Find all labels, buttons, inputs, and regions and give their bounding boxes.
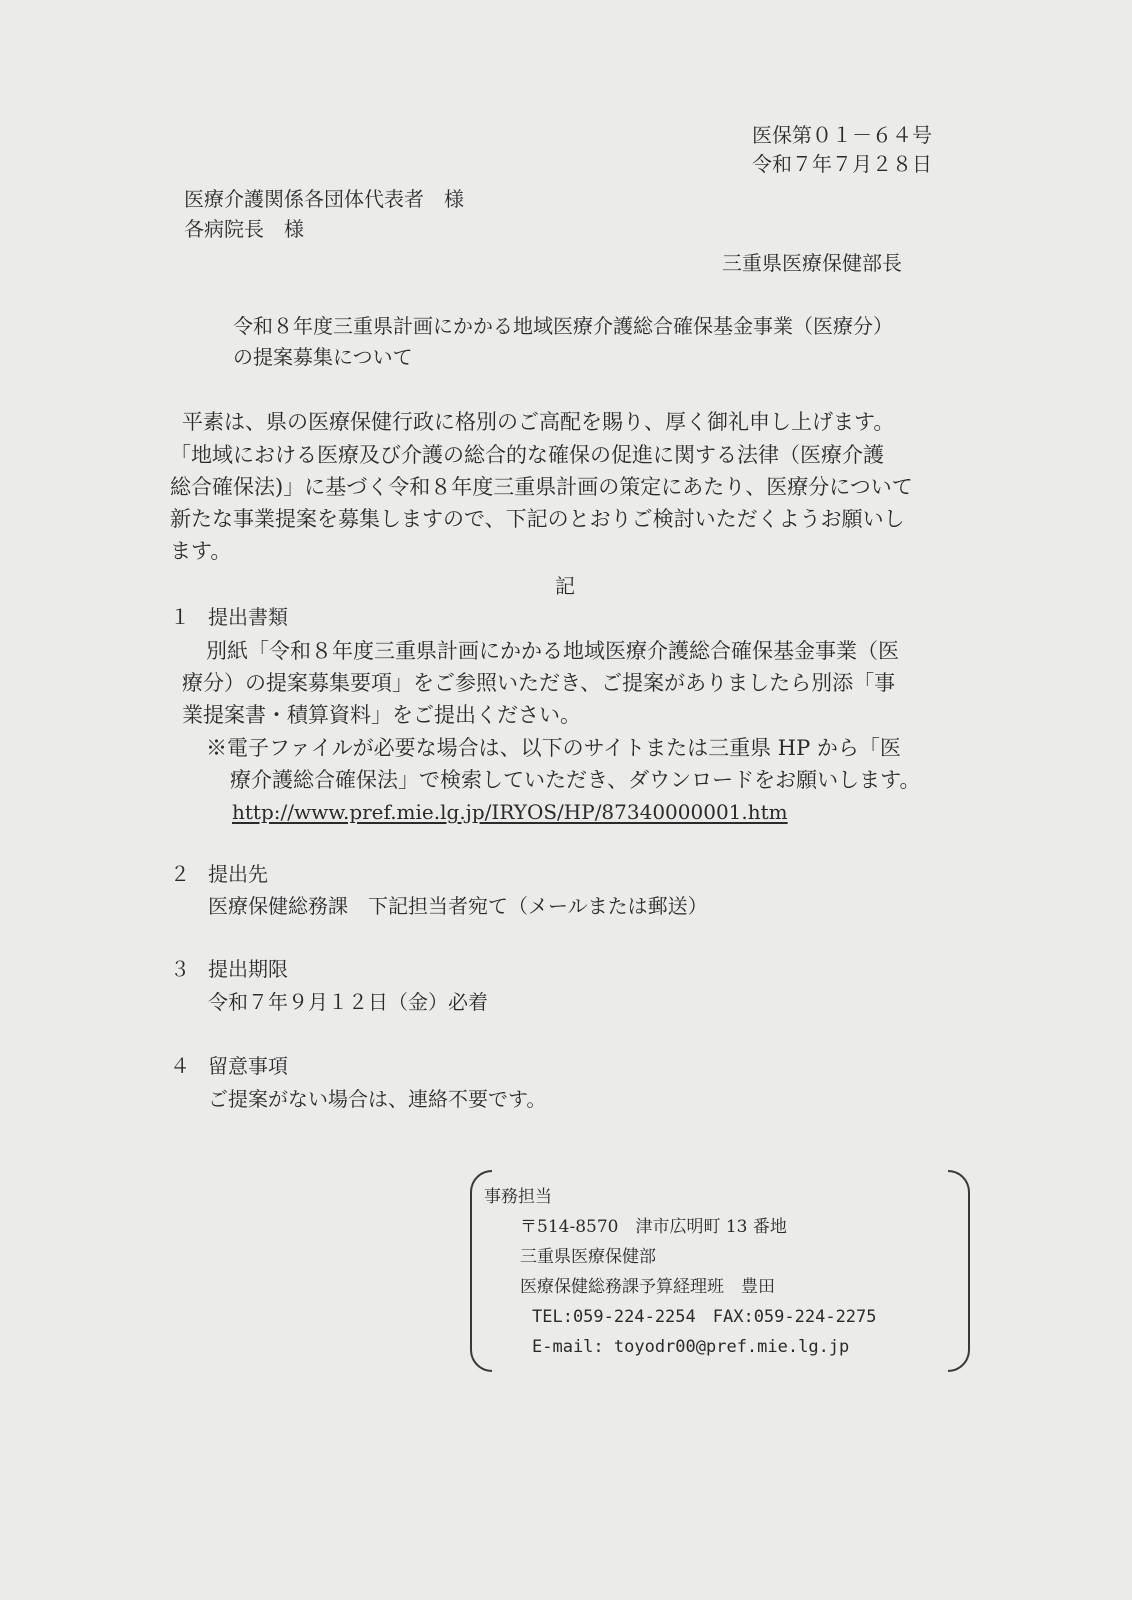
section-4-text: ご提案がない場合は、連絡不要です。 [208, 1087, 547, 1111]
document-title-line-1: 令和８年度三重県計画にかかる地域医療介護総合確保基金事業（医療分） [233, 314, 893, 338]
body-line-1: 平素は、県の医療保健行政に格別のご高配を賜り、厚く御礼申し上げます。 [182, 410, 895, 434]
download-url-link[interactable]: http://www.pref.mie.lg.jp/IRYOS/HP/87340000001.htm [232, 800, 788, 824]
section-1-line-2: 療分）の提案募集要項」をご参照いただき、ご提案がありましたら別添「事 [182, 671, 896, 695]
body-line-5: ます。 [170, 539, 232, 563]
section-4-number: ４ [170, 1054, 190, 1078]
section-2-heading: 提出先 [208, 862, 268, 886]
contact-department: 三重県医療保健部 [520, 1247, 656, 1267]
document-title-line-2: の提案募集について [233, 345, 413, 369]
section-1-heading: 提出書類 [208, 605, 288, 629]
body-line-2: 「地域における医療及び介護の総合的な確保の促進に関する法律（医療介護 [170, 443, 884, 467]
sender: 三重県医療保健部長 [722, 251, 902, 275]
section-1-line-3: 業提案書・積算資料」をご提出ください。 [182, 703, 581, 727]
section-2-number: ２ [170, 862, 190, 886]
document-number: 医保第０１－６４号 [752, 123, 932, 147]
section-2-text: 医療保健総務課 下記担当者宛て（メールまたは郵送） [208, 894, 708, 918]
contact-box-right-bracket [948, 1170, 970, 1372]
recipient-1: 医療介護関係各団体代表者 様 [184, 187, 464, 211]
section-3-text: 令和７年９月１２日（金）必着 [208, 990, 488, 1014]
contact-label: 事務担当 [484, 1187, 552, 1207]
section-1-note-line-1: ※電子ファイルが必要な場合は、以下のサイトまたは三重県 HP から「医 [206, 736, 901, 760]
section-3-heading: 提出期限 [208, 957, 288, 981]
contact-tel-fax: TEL:059-224-2254 FAX:059-224-2275 [532, 1307, 877, 1327]
contact-box [470, 1170, 970, 1370]
contact-address: 〒514-8570 津市広明町 13 番地 [520, 1217, 787, 1237]
section-1-number: １ [170, 605, 190, 629]
body-line-3: 総合確保法)」に基づく令和８年度三重県計画の策定にあたり、医療分について [170, 475, 913, 499]
section-1-line-1: 別紙「令和８年度三重県計画にかかる地域医療介護総合確保基金事業（医 [206, 639, 899, 663]
recipient-2: 各病院長 様 [184, 217, 304, 241]
body-line-4: 新たな事業提案を募集しますので、下記のとおりご検討いただくようお願いし [170, 507, 905, 531]
section-1-note-line-2: 療介護総合確保法」で検索していただき、ダウンロードをお願いします。 [230, 768, 921, 792]
ki-heading: 記 [555, 574, 575, 598]
contact-section-person: 医療保健総務課予算経理班 豊田 [520, 1277, 775, 1297]
contact-email[interactable]: E-mail: toyodr00@pref.mie.lg.jp [532, 1337, 850, 1357]
section-3-number: ３ [170, 957, 190, 981]
document-date: 令和７年７月２８日 [752, 152, 932, 176]
section-4-heading: 留意事項 [208, 1054, 288, 1078]
